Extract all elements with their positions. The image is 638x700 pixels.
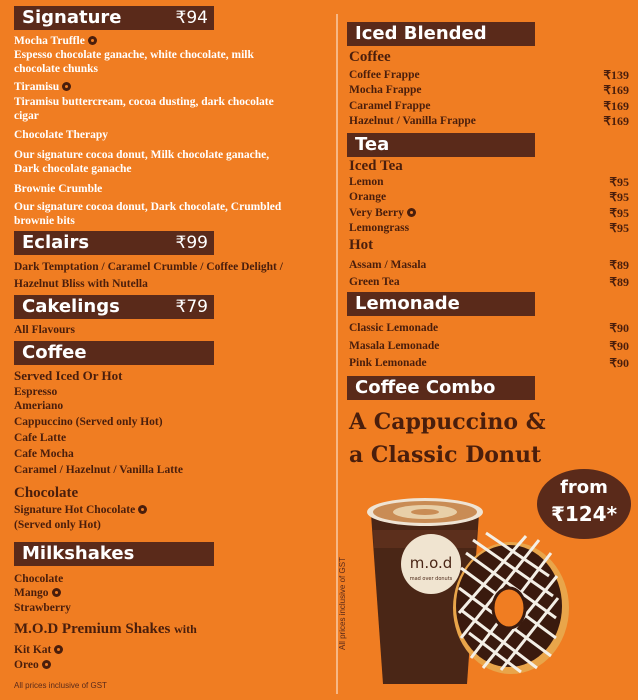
item-description: Espesso chocolate ganache, white chocolate, milk chocolate chunks <box>14 49 254 75</box>
menu-item-hazelnut-frappe: Hazelnut / Vanilla Frappe <box>349 115 476 127</box>
menu-item-very-berry-tea: Very Berry <box>349 206 416 220</box>
menu-item-classic-lemonade: Classic Lemonade <box>349 322 439 334</box>
menu-item-cappuccino: Cappuccino (Served only Hot) <box>14 416 163 428</box>
hot-chocolate-note: (Served only Hot) <box>14 519 101 531</box>
menu-item-green-tea: Green Tea <box>349 276 400 288</box>
item-price: ₹90 <box>609 321 629 335</box>
item-price: ₹95 <box>609 221 629 235</box>
eclairs-flavours-line-1: Dark Temptation / Caramel Crumble / Coffee Delight / <box>14 261 283 273</box>
menu-item-oreo-shake: Oreo <box>14 658 51 672</box>
hot-tea-subtitle: Hot <box>349 237 374 253</box>
menu-item-pink-lemonade: Pink Lemonade <box>349 357 427 369</box>
coffee-combo-header <box>347 376 535 400</box>
item-price: ₹169 <box>603 83 629 97</box>
menu-item-cafe-latte: Cafe Latte <box>14 432 67 444</box>
veg-icon <box>138 505 147 514</box>
item-price: ₹169 <box>603 99 629 113</box>
from-label: from <box>560 477 608 498</box>
eclairs-flavours-line-2: Hazelnut Bliss with Nutella <box>14 278 148 290</box>
tea-header <box>347 133 535 157</box>
item-price: ₹95 <box>609 206 629 220</box>
coffee-header <box>14 341 214 365</box>
cakelings-header <box>14 295 214 319</box>
eclairs-title: Eclairs <box>22 232 90 253</box>
veg-icon <box>42 660 51 669</box>
cakelings-title: Cakelings <box>22 296 120 317</box>
veg-icon <box>52 588 61 597</box>
lemonade-title: Lemonade <box>355 293 460 314</box>
premium-shakes-heading: M.O.D Premium Shakes with <box>14 621 197 637</box>
menu-item-cafe-mocha: Cafe Mocha <box>14 448 74 460</box>
item-price: ₹89 <box>609 275 629 289</box>
item-price: ₹95 <box>609 190 629 204</box>
coffee-combo-title: Coffee Combo <box>355 377 496 398</box>
eclairs-price: ₹99 <box>175 233 208 253</box>
veg-icon <box>62 82 71 91</box>
coffee-subtitle: Served Iced Or Hot <box>14 368 123 383</box>
menu-item-chocolate-therapy: Chocolate Therapy <box>14 129 109 141</box>
item-description: Tiramisu buttercream, cocoa dusting, dark chocolate cigar <box>14 96 274 122</box>
combo-price-badge <box>537 469 631 539</box>
item-price: ₹169 <box>603 114 629 128</box>
menu-item-mocha-truffle: Mocha Truffle <box>14 34 97 48</box>
menu-item-masala-lemonade: Masala Lemonade <box>349 340 440 352</box>
cakelings-flavours: All Flavours <box>14 324 76 336</box>
menu-item-brownie-crumble: Brownie Crumble <box>14 183 103 195</box>
milkshakes-title: Milkshakes <box>22 543 135 564</box>
menu-item-mango-shake: Mango <box>14 586 61 600</box>
iced-blended-header <box>347 22 535 46</box>
coffee-title: Coffee <box>22 342 87 363</box>
menu-item-orange-tea: Orange <box>349 191 387 203</box>
cakelings-price: ₹79 <box>175 297 208 317</box>
menu-item-lemon-tea: Lemon <box>349 176 384 188</box>
gst-note-vertical: All prices inclusive of GST <box>338 557 347 650</box>
veg-icon <box>54 645 63 654</box>
item-description: Our signature cocoa donut, Dark chocolate, Crumbled brownie bits <box>14 201 282 227</box>
combo-line-1: A Cappuccino & <box>349 409 546 435</box>
menu-item-hot-chocolate: Signature Hot Chocolate <box>14 503 147 517</box>
tea-title: Tea <box>355 134 390 155</box>
chocolate-heading: Chocolate <box>14 485 79 501</box>
item-price: ₹90 <box>609 356 629 370</box>
signature-header <box>14 6 214 30</box>
iced-blended-title: Iced Blended <box>355 23 487 44</box>
menu-item-caramel-frappe: Caramel Frappe <box>349 100 431 112</box>
item-price: ₹139 <box>603 68 629 82</box>
menu-item-americano: Ameriano <box>14 400 64 412</box>
item-price: ₹90 <box>609 339 629 353</box>
item-price: ₹89 <box>609 258 629 272</box>
milkshakes-header <box>14 542 214 566</box>
item-description: Our signature cocoa donut, Milk chocolate ganache, Dark chocolate ganache <box>14 149 270 175</box>
veg-icon <box>88 36 97 45</box>
gst-note: All prices inclusive of GST <box>14 681 107 690</box>
eclairs-header <box>14 231 214 255</box>
menu-item-lemongrass-tea: Lemongrass <box>349 222 410 234</box>
menu-item-espresso: Espresso <box>14 386 58 398</box>
cup-tagline: mad over donuts <box>409 576 453 582</box>
menu-item-flavoured-latte: Caramel / Hazelnut / Vanilla Latte <box>14 464 183 476</box>
combo-price: ₹124* <box>550 502 618 526</box>
menu-item-strawberry-shake: Strawberry <box>14 602 71 614</box>
lemonade-header <box>347 292 535 316</box>
right-column <box>338 0 638 700</box>
item-price: ₹95 <box>609 175 629 189</box>
signature-price: ₹94 <box>175 8 208 28</box>
menu-item-mocha-frappe: Mocha Frappe <box>349 84 422 96</box>
menu-item-coffee-frappe: Coffee Frappe <box>349 69 420 81</box>
menu-item-chocolate-shake: Chocolate <box>14 573 64 585</box>
combo-line-2: a Classic Donut <box>349 442 542 468</box>
iced-tea-subtitle: Iced Tea <box>349 158 403 174</box>
cup-brand-logo: m.o.d <box>409 554 453 572</box>
coffee-subtitle: Coffee <box>349 49 391 65</box>
signature-title: Signature <box>22 7 122 28</box>
menu-item-assam-masala: Assam / Masala <box>349 259 427 271</box>
menu-item-tiramisu: Tiramisu <box>14 80 71 94</box>
veg-icon <box>407 208 416 217</box>
menu-item-kitkat-shake: Kit Kat <box>14 643 63 657</box>
